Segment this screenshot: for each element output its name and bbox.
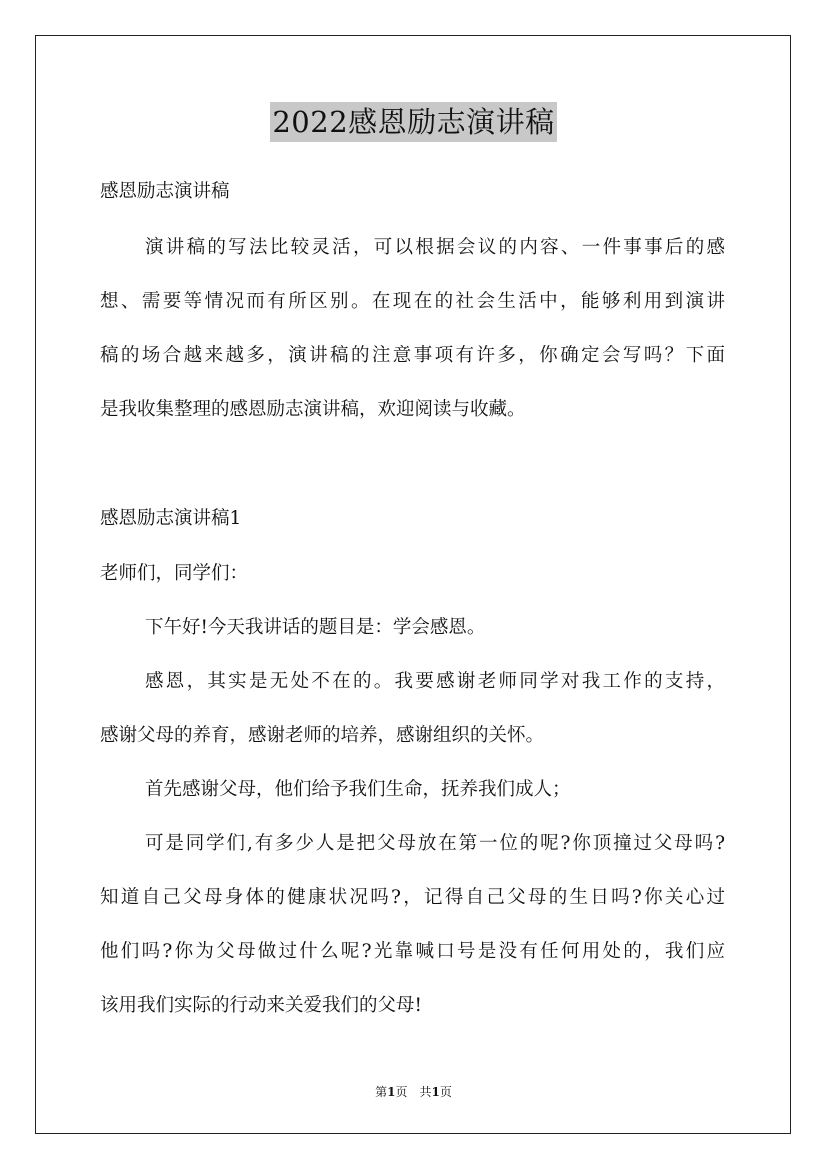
paragraph-line: 稿的场合越来越多，演讲稿的注意事项有许多，你确定会写吗？下面 <box>100 345 725 366</box>
title-container <box>0 102 827 142</box>
paragraph-line: 下午好!今天我讲话的题目是：学会感恩。 <box>145 617 486 638</box>
paragraph-line: 想、需要等情况而有所区别。在现在的社会生活中，能够利用到演讲 <box>100 291 725 312</box>
subtitle-line: 感恩励志演讲稿 <box>100 181 230 202</box>
salutation-line: 老师们，同学们： <box>100 563 249 584</box>
paragraph-line: 首先感谢父母，他们给予我们生命，抚养我们成人； <box>145 779 571 800</box>
page-footer <box>0 1084 827 1100</box>
paragraph-line: 他们吗?你为父母做过什么呢?光靠喊口号是没有任何用处的，我们应 <box>100 941 725 962</box>
footer-page-number: 1 <box>387 1085 396 1099</box>
footer-page-total: 1 <box>431 1085 440 1099</box>
footer-mid: 页 共 <box>395 1085 432 1099</box>
paragraph-line: 是我收集整理的感恩励志演讲稿，欢迎阅读与收藏。 <box>100 399 526 420</box>
paragraph-line: 该用我们实际的行动来关爱我们的父母! <box>100 995 422 1016</box>
paragraph-line: 可是同学们,有多少人是把父母放在第一位的呢?你顶撞过父母吗? <box>145 833 725 854</box>
paragraph-line: 知道自己父母身体的健康状况吗?，记得自己父母的生日吗?你关心过 <box>100 887 725 908</box>
footer-suffix: 页 <box>439 1085 452 1099</box>
paragraph-line: 演讲稿的写法比较灵活，可以根据会议的内容、一件事事后的感 <box>145 237 725 258</box>
footer-prefix: 第 <box>375 1085 388 1099</box>
paragraph-line: 感谢父母的养育，感谢老师的培养，感谢组织的关怀。 <box>100 725 545 746</box>
section-heading: 感恩励志演讲稿1 <box>100 508 242 529</box>
paragraph-line: 感恩，其实是无处不在的。我要感谢老师同学对我工作的支持， <box>145 671 725 692</box>
document-title: 2022感恩励志演讲稿 <box>270 102 556 142</box>
